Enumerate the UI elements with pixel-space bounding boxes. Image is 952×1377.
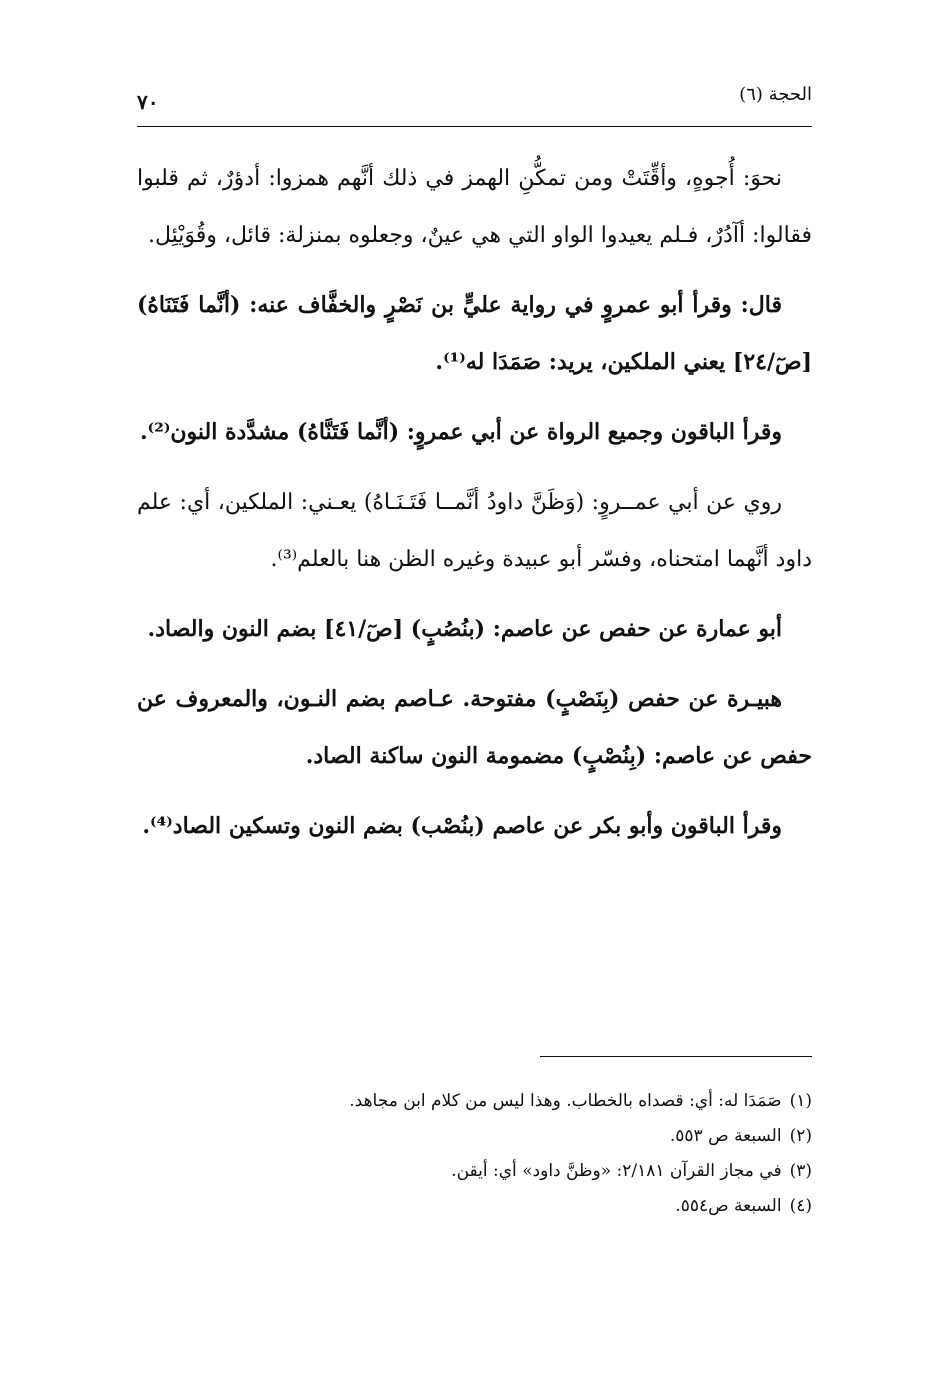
paragraph <box>137 601 812 658</box>
paragraph <box>137 474 812 588</box>
footnote-text: السبعة ص ٥٥٣. <box>669 1126 782 1146</box>
footnote-text: صَمَدَا له: أي: قصداه بالخطاب. وهذا ليس من كلام ابن مجاهد. <box>349 1091 782 1111</box>
paragraph <box>137 404 812 461</box>
paragraph-text: روي عن أبي عمــروٍ: (وَظَنَّ داودُ أنَّمــا فَتَـنَـاهُ) يعـني: الملكين، أي: علم داود أنَّهما امتحناه، وفسّر أبو عبيدة وغيره الظن هنا بالعلم⁽³⁾. <box>137 490 812 572</box>
footnote <box>170 1189 812 1224</box>
paragraph-text: وقرأ الباقون وأبو بكر عن عاصم (بنُصْب) بضم النون وتسكين الصاد⁽⁴⁾. <box>142 813 782 839</box>
footnote-number: (٣) <box>789 1161 812 1181</box>
page-number: ٧٠ <box>137 90 159 114</box>
footnote-rule <box>540 1056 812 1057</box>
footnotes <box>170 1084 812 1224</box>
paragraph-text: قال: وقرأ أبو عمروٍ في رواية عليٍّ بن نَصْرٍ والخفَّاف عنه: (أنَّما فَتَنَاهُ) [صٓ/٢٤] يعني الملكين، يريد: صَمَدَا له⁽¹⁾. <box>137 292 812 375</box>
paragraph-text: أبو عمارة عن حفص عن عاصم: (بنُصُبٍ) [صٓ/٤١] بضم النون والصاد. <box>147 616 782 642</box>
paragraph <box>137 798 812 855</box>
paragraph-text: وقرأ الباقون وجميع الرواة عن أبي عمروٍ: (أنَّما فَتَنَّاهُ) مشدَّدة النون⁽²⁾. <box>139 419 782 445</box>
footnote-number: (٤) <box>789 1196 812 1216</box>
paragraph-text: نحوَ: أُجوهٍ، وأقِّتَتْ ومن تمكُّنِ الهمز في ذلك أنَّهم همزوا: أدؤرٌ، ثم قلبوا فقالوا: أآدُرٌ، فـلم يعيدوا الواو التي هي عينٌ، وجعلوه بمنزلة: قائل، وقُوَيْئِل. <box>137 166 812 248</box>
main-text <box>137 150 812 868</box>
running-head <box>137 84 812 124</box>
header-rule <box>137 126 812 127</box>
footnote-number: (١) <box>789 1091 812 1111</box>
paragraph-text: هبيـرة عن حفص (بِنَصْبٍ) مفتوحة. عـاصم بضم النـون، والمعروف عن حفص عن عاصم: (بِنُصْبٍ) مضمومة النون ساكنة الصاد. <box>137 686 812 769</box>
footnote <box>170 1119 812 1154</box>
running-title: الحجة (٦) <box>739 84 812 105</box>
paragraph <box>137 277 812 391</box>
footnote-text: في مجاز القرآن ٢/١٨١: «وظنَّ داود» أي: أيقن. <box>451 1161 782 1181</box>
paragraph <box>137 671 812 785</box>
paragraph <box>137 150 812 264</box>
footnote-text: السبعة ص٥٥٤. <box>675 1196 782 1216</box>
footnote <box>170 1154 812 1189</box>
footnote <box>170 1084 812 1119</box>
footnote-number: (٢) <box>789 1126 812 1146</box>
